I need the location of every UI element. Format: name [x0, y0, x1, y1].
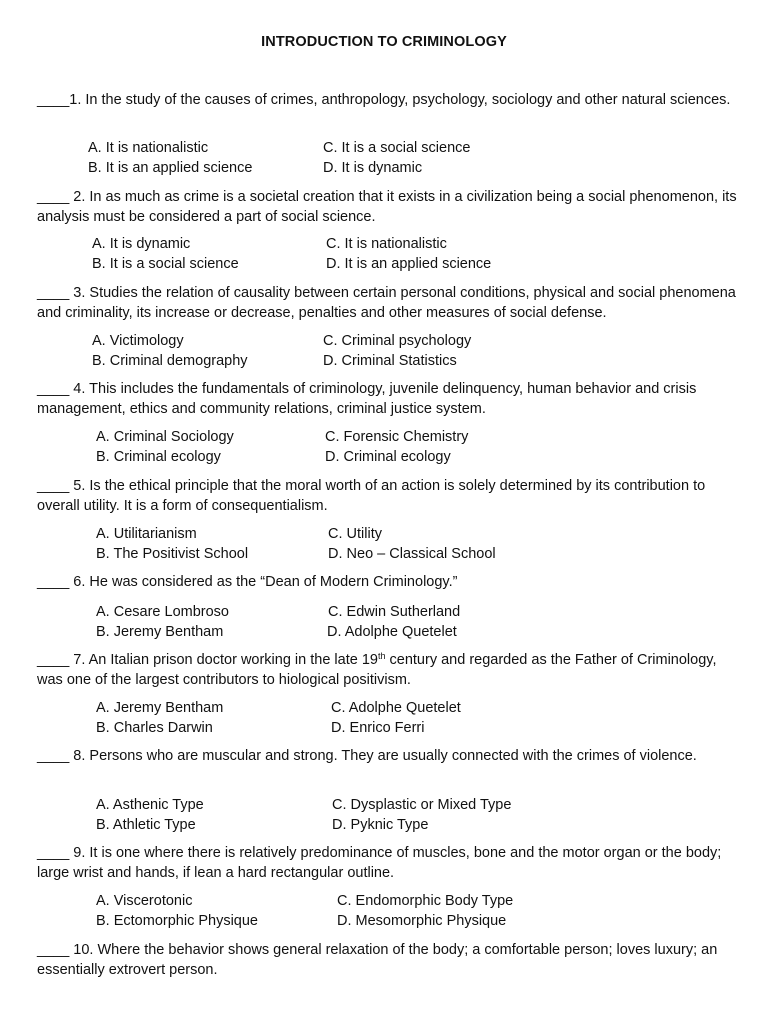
option-a: A. Victimology: [92, 333, 184, 349]
option-b: B. The Positivist School: [96, 545, 249, 562]
option-c: C. Adolphe Quetelet: [331, 700, 461, 716]
question-10: ____ 10. Where the behavior shows general relaxation of the body; a comfortable person; loves luxury; an essentially extrovert person.: [37, 942, 718, 978]
option-d: D. Criminal Statistics: [323, 352, 457, 369]
question-9: ____ 9. It is one where there is relatively predominance of muscles, bone and the motor organ or the body; large wrist and hands, if lean a hard rectangular outline.: [37, 845, 722, 881]
option-d: D. Neo – Classical School: [328, 545, 496, 562]
page-title: INTRODUCTION TO CRIMINOLOGY: [261, 34, 507, 50]
option-b: B. Criminal demography: [92, 352, 248, 369]
question-7-text-start: ____ 7. An Italian prison doctor working in the late 19: [37, 652, 378, 668]
question-5: ____ 5. Is the ethical principle that the moral worth of an action is solely determined by its contribution to overall utility. It is a form of consequentialism.: [37, 478, 706, 514]
question-1: ____1. In the study of the causes of crimes, anthropology, psychology, sociology and other natural sciences.: [37, 92, 731, 108]
option-d: D. It is dynamic: [323, 159, 423, 176]
option-b: B. Criminal ecology: [96, 448, 221, 465]
option-c: C. Criminal psychology: [323, 333, 472, 349]
question-3: ____ 3. Studies the relation of causality between certain personal conditions, physical and social phenomena and criminality, its increase or decrease, penalties and other measures of social defense.: [37, 285, 736, 321]
option-a: A. Criminal Sociology: [96, 429, 234, 445]
option-d: D. Adolphe Quetelet: [327, 623, 457, 640]
option-b: B. Athletic Type: [96, 816, 196, 833]
option-c: C. Edwin Sutherland: [328, 604, 461, 620]
option-a: A. Asthenic Type: [96, 797, 204, 813]
option-d: D. Enrico Ferri: [331, 719, 425, 736]
option-b: B. Jeremy Bentham: [96, 623, 224, 640]
question-7: [37, 651, 737, 690]
option-d: D. Mesomorphic Physique: [337, 912, 507, 929]
option-d: D. Criminal ecology: [325, 448, 451, 465]
option-d: D. It is an applied science: [326, 255, 492, 272]
option-a: A. Cesare Lombroso: [96, 604, 229, 620]
option-c: C. Utility: [328, 526, 382, 542]
option-c: C. Forensic Chemistry: [325, 429, 469, 445]
option-c: C. It is nationalistic: [326, 236, 447, 252]
question-7-text-end: century and regarded as the Father of Criminology, was one of the largest contributors to hiological positivism.: [37, 652, 717, 688]
option-a: A. It is dynamic: [92, 236, 191, 252]
option-c: C. Endomorphic Body Type: [337, 893, 514, 909]
option-a: A. Viscerotonic: [96, 893, 193, 909]
ordinal-suffix: th: [377, 651, 386, 661]
option-a: A. It is nationalistic: [88, 140, 209, 156]
option-c: C. Dysplastic or Mixed Type: [332, 797, 512, 813]
question-6: ____ 6. He was considered as the “Dean of Modern Criminology.”: [37, 574, 458, 590]
option-b: B. It is a social science: [92, 255, 239, 272]
option-c: C. It is a social science: [323, 140, 471, 156]
option-b: B. Ectomorphic Physique: [96, 912, 258, 929]
option-b: B. It is an applied science: [88, 159, 253, 176]
option-d: D. Pyknic Type: [332, 816, 429, 833]
option-a: A. Utilitarianism: [96, 526, 197, 542]
option-a: A. Jeremy Bentham: [96, 700, 224, 716]
question-2: ____ 2. In as much as crime is a societal creation that it exists in a civilization being a social phenomenon, its analysis must be considered a part of social science.: [37, 189, 737, 225]
option-b: B. Charles Darwin: [96, 719, 213, 736]
question-8: ____ 8. Persons who are muscular and strong. They are usually connected with the crimes of violence.: [37, 748, 697, 764]
question-4: ____ 4. This includes the fundamentals of criminology, juvenile delinquency, human behavior and crisis management, ethics and community relations, criminal justice system.: [37, 381, 697, 417]
